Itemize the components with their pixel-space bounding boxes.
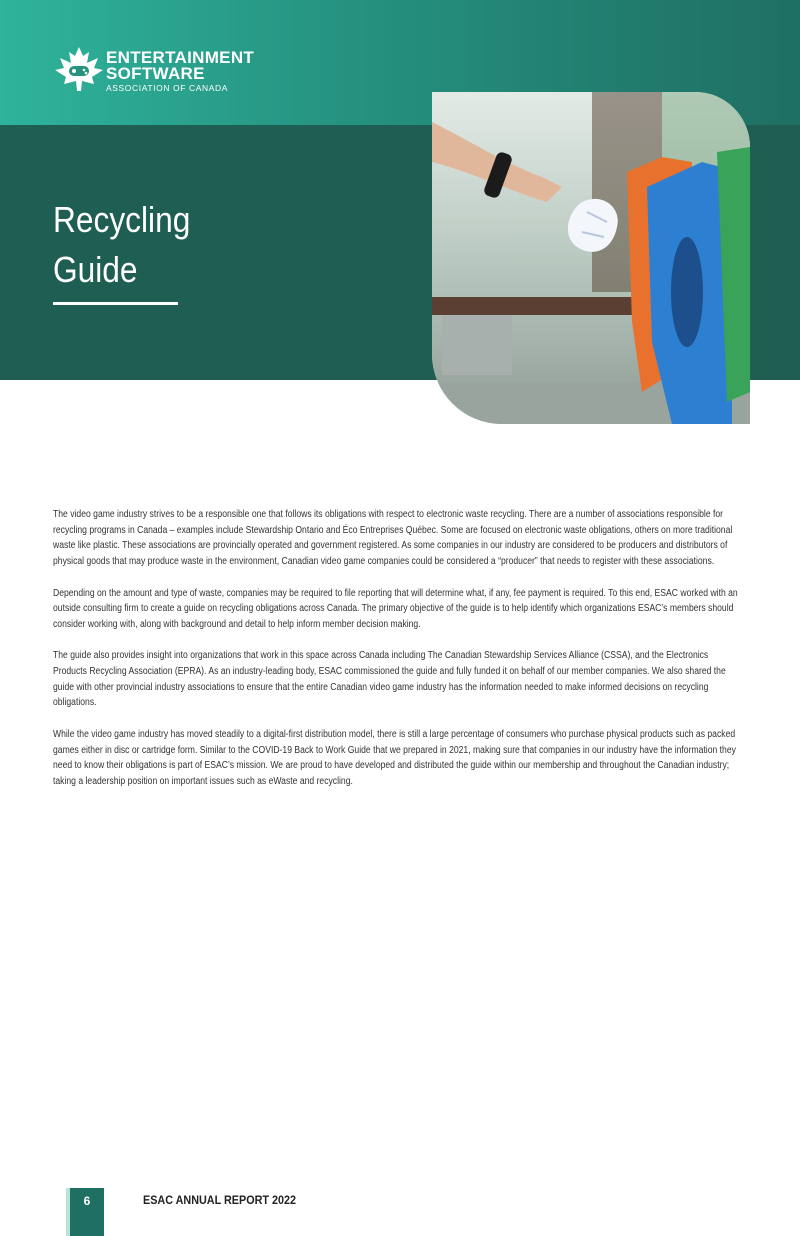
body-paragraph-4: While the video game industry has moved steadily to a digital-first distribution model, there is still a large percentage of consumers who purchase physical products such as packed games either in disc or cartridge form. Similar to the COVID-19 Back to Work Guide that we prepared in 2021, making sure that companies in our industry have the information they need to know their obligations is part of ESAC’s mission. We are proud to have developed and distributed the guide within our membership and throughout the Canadian industry; taking a leadership position on important issues such as eWaste and recycling. <box>53 728 736 787</box>
page-title-line-1: Recycling <box>53 199 191 240</box>
page-title <box>53 195 282 295</box>
body-paragraph-2: Depending on the amount and type of waste, companies may be required to file reporting that will determine what, if any, fee payment is required. To this end, ESAC worked with an outside consulting firm to create a guide on recycling obligations across Canada. The primary objective of the guide is to help identify which organizations ESAC’s members should consider working with, along with background and detail to help inform member decision making. <box>53 587 738 630</box>
page-title-line-2: Guide <box>53 249 138 290</box>
title-underline <box>53 302 178 305</box>
body-paragraph-3: The guide also provides insight into organizations that work in this space across Canada including The Canadian Stewardship Services Alliance (CSSA), and the Electronics Products Recycling Association (EPRA). As an industry-leading body, ESAC commissioned the guide and fully funded it on behalf of our member companies. We also shared the guide with other provincial industry associations to ensure that the entire Canadian video game industry has the information needed to make informed decisions on recycling obligations. <box>53 650 726 709</box>
page-number: 6 <box>83 1194 91 1208</box>
logo-line-association: ASSOCIATION OF CANADA <box>106 83 229 93</box>
logo-line-software: SOFTWARE <box>106 64 205 83</box>
logo-line-entertainment: ENTERTAINMENT <box>106 48 255 67</box>
recycling-bins-photo <box>432 92 750 424</box>
maple-leaf-controller-icon <box>54 46 104 92</box>
footer-report-label: ESAC ANNUAL REPORT 2022 <box>143 1193 297 1207</box>
logo-wordmark <box>106 50 254 93</box>
body-paragraph-1: The video game industry strives to be a responsible one that follows its obligations with respect to electronic waste recycling. There are a number of associations responsible for recycling programs in Canada – examples include Stewardship Ontario and Éco Entreprises Québec. Some are focused on electronic waste obligations, others on more traditional waste like plastic. These associations are provincially operated and government registered. As some companies in our industry are considered to be producers and distributors of physical goods that may produce waste in the environment, Canadian video game companies could be considered a “producer” that needs to register with these associations. <box>53 509 733 568</box>
esac-logo[interactable] <box>54 46 264 92</box>
photo-illustration <box>432 92 750 424</box>
body-text <box>53 507 738 805</box>
